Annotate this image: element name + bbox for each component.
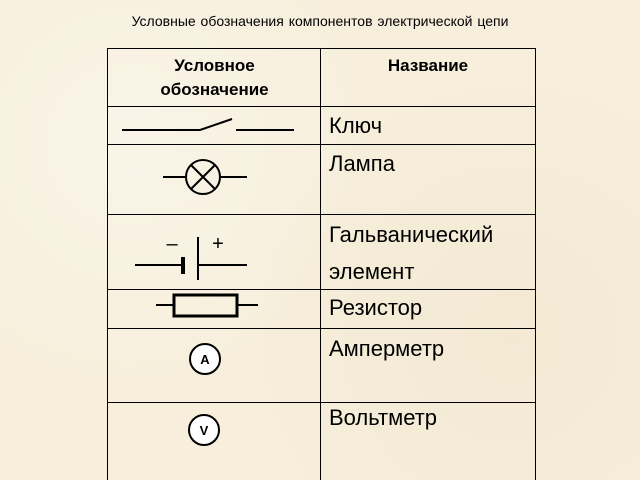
minus-sign: – [166, 233, 178, 255]
row-name-galvanic-line2: элемент [329, 259, 415, 284]
row-name-resistor: Резистор [329, 295, 423, 320]
switch-symbol [122, 119, 294, 130]
header-name: Название [387, 56, 469, 75]
lamp-symbol [163, 160, 247, 194]
row-name-voltmeter: Вольтметр [329, 405, 438, 430]
page-title: Условные обозначения компонентов электрической цепи [131, 13, 509, 29]
header-symbol: Условное обозначение [160, 56, 269, 99]
resistor-symbol [156, 295, 258, 316]
row-name-ammeter: Амперметр [329, 336, 445, 361]
row-name-galvanic-line1: Гальванический [329, 222, 494, 247]
ammeter-letter: A [200, 352, 210, 367]
galvanic-cell-symbol [135, 237, 247, 280]
row-name-lamp: Лампа [329, 151, 395, 176]
plus-sign: + [212, 233, 224, 255]
voltmeter-letter: V [199, 423, 209, 438]
row-name-switch: Ключ [329, 113, 383, 138]
